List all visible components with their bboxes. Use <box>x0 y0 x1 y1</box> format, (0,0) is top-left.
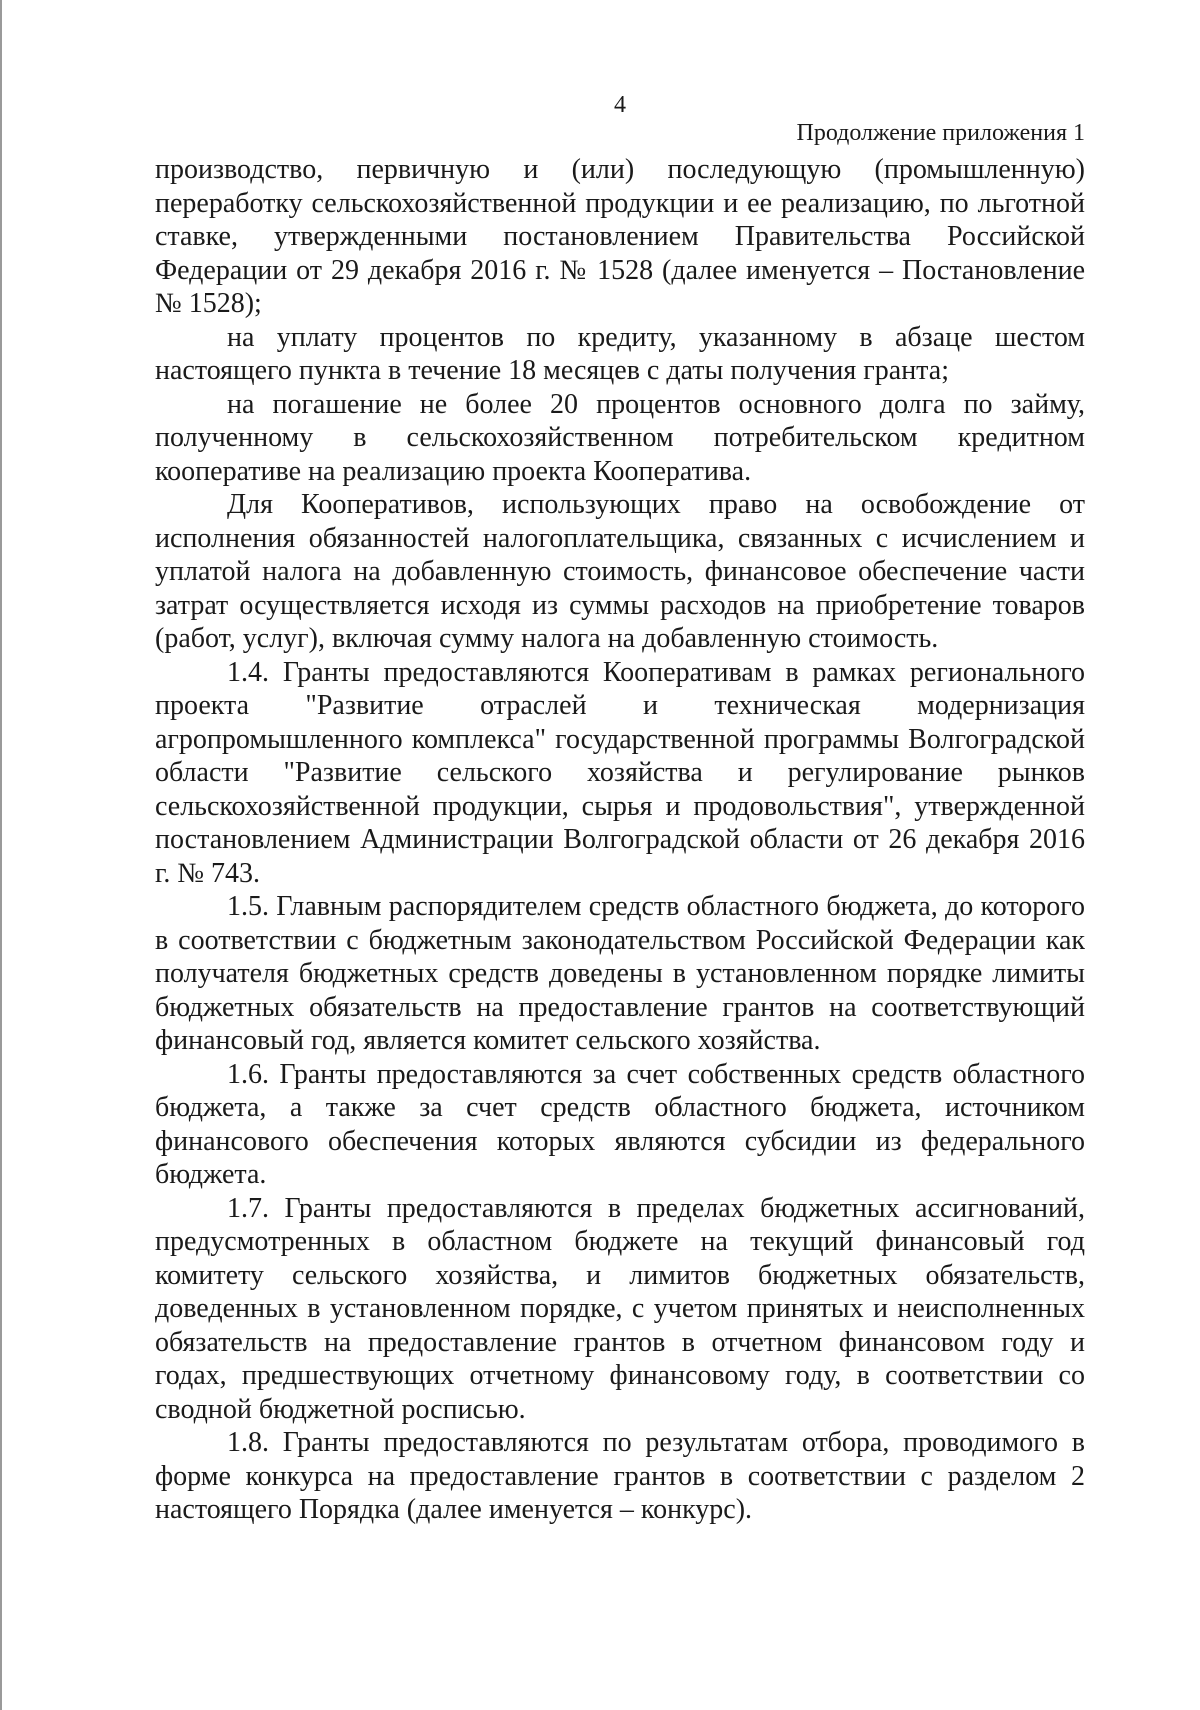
paragraph-interest-payment: на уплату процентов по кредиту, указанному в абзаце шестом настоящего пункта в течение 18 месяцев с даты получения гранта; <box>155 321 1085 386</box>
paragraph-1-4: 1.4. Гранты предоставляются Кооперативам в рамках регионального проекта "Развитие отраслей и техническая модернизация агропромышленного комплекса" государственной программы Волгоградской области "Развитие сельского хозяйства и регулирование рынков сельскохозяйственной продукции, сырья и продовольствия", утвержденной постановлением Администрации Волгоградской области от 26 декабря 2016 г. № 743. <box>155 656 1085 889</box>
document-body <box>155 153 1085 1527</box>
page-number: 4 <box>614 92 626 118</box>
paragraph-loan-repayment: на погашение не более 20 процентов основного долга по займу, полученному в сельскохозяйственном потребительском кредитном кооперативе на реализацию проекта Кооператива. <box>155 388 1085 487</box>
appendix-continuation-note: Продолжение приложения 1 <box>796 120 1085 146</box>
paragraph-continuation: производство, первичную и (или) последующую (промышленную) переработку сельскохозяйственной продукции и ее реализацию, по льготной ставке, утвержденными постановлением Правительства Российской Федерации от 29 декабря 2016 г. № 1528 (далее именуется – Постановление № 1528); <box>155 154 1085 319</box>
scan-edge-line <box>0 0 2 1710</box>
paragraph-vat-exemption: Для Кооперативов, использующих право на освобождение от исполнения обязанностей налогоплательщика, связанных с исчислением и уплатой налога на добавленную стоимость, финансовое обеспечение части затрат осуществляется исходя из суммы расходов на приобретение товаров (работ, услуг), включая сумму налога на добавленную стоимость. <box>155 489 1085 654</box>
paragraph-1-8: 1.8. Гранты предоставляются по результатам отбора, проводимого в форме конкурса на предоставление грантов в соответствии с разделом 2 настоящего Порядка (далее именуется – конкурс). <box>155 1427 1085 1525</box>
paragraph-1-7: 1.7. Гранты предоставляются в пределах бюджетных ассигнований, предусмотренных в областном бюджете на текущий финансовый год комитету сельского хозяйства, и лимитов бюджетных обязательств, доведенных в установленном порядке, с учетом принятых и неисполненных обязательств на предоставление грантов в отчетном финансовом году и годах, предшествующих отчетному финансовому году, в соответствии со сводной бюджетной росписью. <box>155 1192 1085 1425</box>
paragraph-1-6: 1.6. Гранты предоставляются за счет собственных средств областного бюджета, а также за счет средств областного бюджета, источником финансового обеспечения которых являются субсидии из федерального бюджета. <box>155 1058 1085 1190</box>
paragraph-1-5: 1.5. Главным распорядителем средств областного бюджета, до которого в соответствии с бюджетным законодательством Российской Федерации как получателя бюджетных средств доведены в установленном порядке лимиты бюджетных обязательств на предоставление грантов на соответствующий финансовый год, является комитет сельского хозяйства. <box>155 891 1085 1056</box>
